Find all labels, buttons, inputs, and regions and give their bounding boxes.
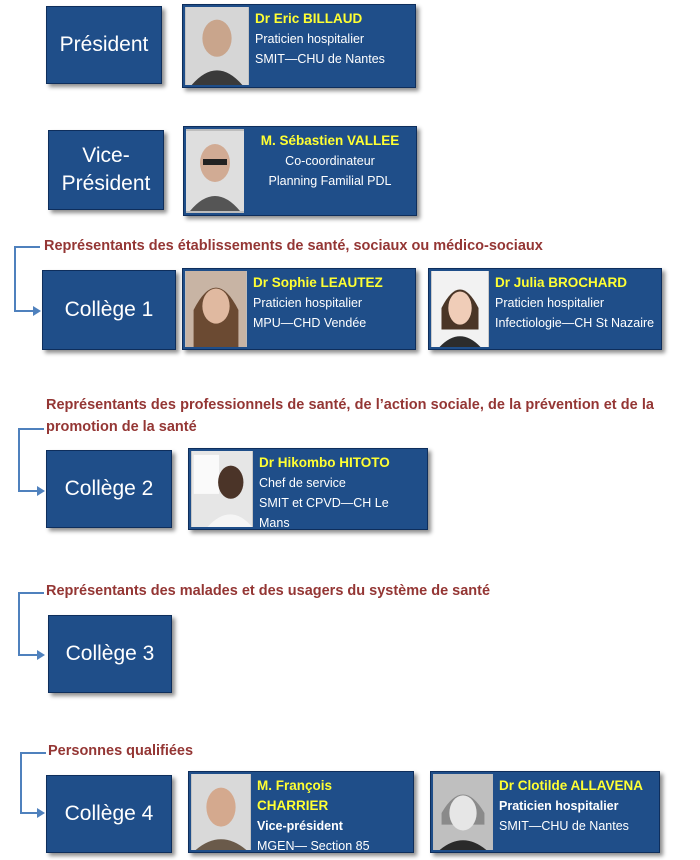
college4-label-box	[46, 775, 172, 853]
college1-member1-line2: MPU—CHD Vendée	[253, 316, 367, 330]
college4-member2-line2: SMIT—CHU de Nantes	[499, 819, 629, 833]
president-photo	[185, 7, 249, 85]
college3-connector	[18, 592, 44, 656]
college2-member1-photo	[191, 451, 253, 527]
college3-heading: Représentants des malades et des usagers du système de santé	[46, 583, 491, 599]
vice-president-line2: Planning Familial PDL	[268, 174, 392, 188]
college2-member1-line2: SMIT et CPVD—CH Le Mans	[259, 496, 389, 530]
college1-member-card	[182, 268, 416, 350]
college2-member1-line1: Chef de service	[259, 476, 346, 490]
college4-arrowhead	[37, 808, 45, 818]
college1-member-card	[428, 268, 662, 350]
portrait-icon	[191, 774, 251, 850]
college4-connector-bottom	[20, 812, 38, 814]
college2-arrowhead	[37, 486, 45, 496]
college4-member-card	[188, 771, 414, 853]
college1-member1-name: Dr Sophie LEAUTEZ	[253, 275, 383, 290]
college2-label-box	[46, 450, 172, 528]
vice-president-role-box	[48, 130, 164, 210]
portrait-icon	[186, 129, 244, 213]
president-line2: SMIT—CHU de Nantes	[255, 52, 385, 66]
college2-label: Collège 2	[64, 476, 154, 500]
college1-label-box	[42, 270, 176, 350]
vice-president-photo	[186, 129, 244, 213]
college1-connector-bottom	[14, 310, 34, 312]
college4-connector	[20, 752, 46, 814]
college1-connector	[14, 246, 40, 312]
vice-president-card	[183, 126, 417, 216]
college2-heading: Représentants des professionnels de santé, de l’action sociale, de la prévention et de la promotion de la santé	[46, 397, 654, 435]
college3-connector-bottom	[18, 654, 38, 656]
college1-member1-info	[249, 269, 415, 349]
college1-label: Collège 1	[64, 297, 154, 321]
portrait-icon	[185, 271, 247, 347]
college1-heading: Représentants des établissements de santé, sociaux ou médico-sociaux	[44, 238, 543, 254]
college2-connector	[18, 428, 44, 492]
president-role-box	[46, 6, 162, 84]
college3-arrowhead	[37, 650, 45, 660]
president-role-label: Président	[59, 32, 149, 56]
vice-president-role-line1: Vice-	[82, 143, 130, 167]
college1-member1-photo	[185, 271, 247, 347]
college4-member2-name: Dr Clotilde ALLAVENA	[499, 778, 643, 793]
president-line1: Praticien hospitalier	[255, 32, 365, 46]
vice-president-name: M. Sébastien VALLEE	[260, 133, 400, 148]
college4-member1-line2: MGEN— Section 85	[257, 839, 370, 853]
college2-member1-name: Dr Hikombo HITOTO	[259, 455, 390, 470]
portrait-icon	[191, 451, 253, 527]
portrait-icon	[185, 7, 249, 85]
college4-member2-line1: Praticien hospitalier	[499, 799, 619, 813]
college1-member2-name: Dr Julia BROCHARD	[495, 275, 628, 290]
college4-member2-info	[495, 772, 659, 852]
college4-heading: Personnes qualifiées	[48, 743, 194, 759]
portrait-icon	[433, 774, 493, 850]
vice-president-info	[246, 127, 416, 215]
college4-member1-photo	[191, 774, 251, 850]
college3-label-box	[48, 615, 172, 693]
portrait-icon	[431, 271, 489, 347]
college1-member2-info	[491, 269, 661, 349]
college4-member-card	[430, 771, 660, 853]
college1-member1-line1: Praticien hospitalier	[253, 296, 363, 310]
president-info	[251, 5, 415, 87]
president-name: Dr Eric BILLAUD	[255, 11, 363, 26]
college4-member1-info	[253, 772, 413, 852]
college4-member2-photo	[433, 774, 493, 850]
college3-label: Collège 3	[65, 641, 155, 665]
college1-arrowhead	[33, 306, 41, 316]
college2-member1-info	[255, 449, 427, 529]
vice-president-role-line2: Président	[61, 172, 151, 195]
college2-member-card	[188, 448, 428, 530]
college2-connector-bottom	[18, 490, 38, 492]
college4-member1-line1: Vice-président	[257, 819, 343, 833]
college1-member2-line1: Praticien hospitalier	[495, 296, 605, 310]
vice-president-line1: Co-coordinateur	[285, 154, 375, 168]
president-card	[182, 4, 416, 88]
college4-label: Collège 4	[64, 801, 154, 825]
college1-member2-line2: Infectiologie—CH St Nazaire	[495, 316, 655, 330]
college4-member1-name: M. François CHARRIER	[257, 778, 333, 813]
college1-member2-photo	[431, 271, 489, 347]
